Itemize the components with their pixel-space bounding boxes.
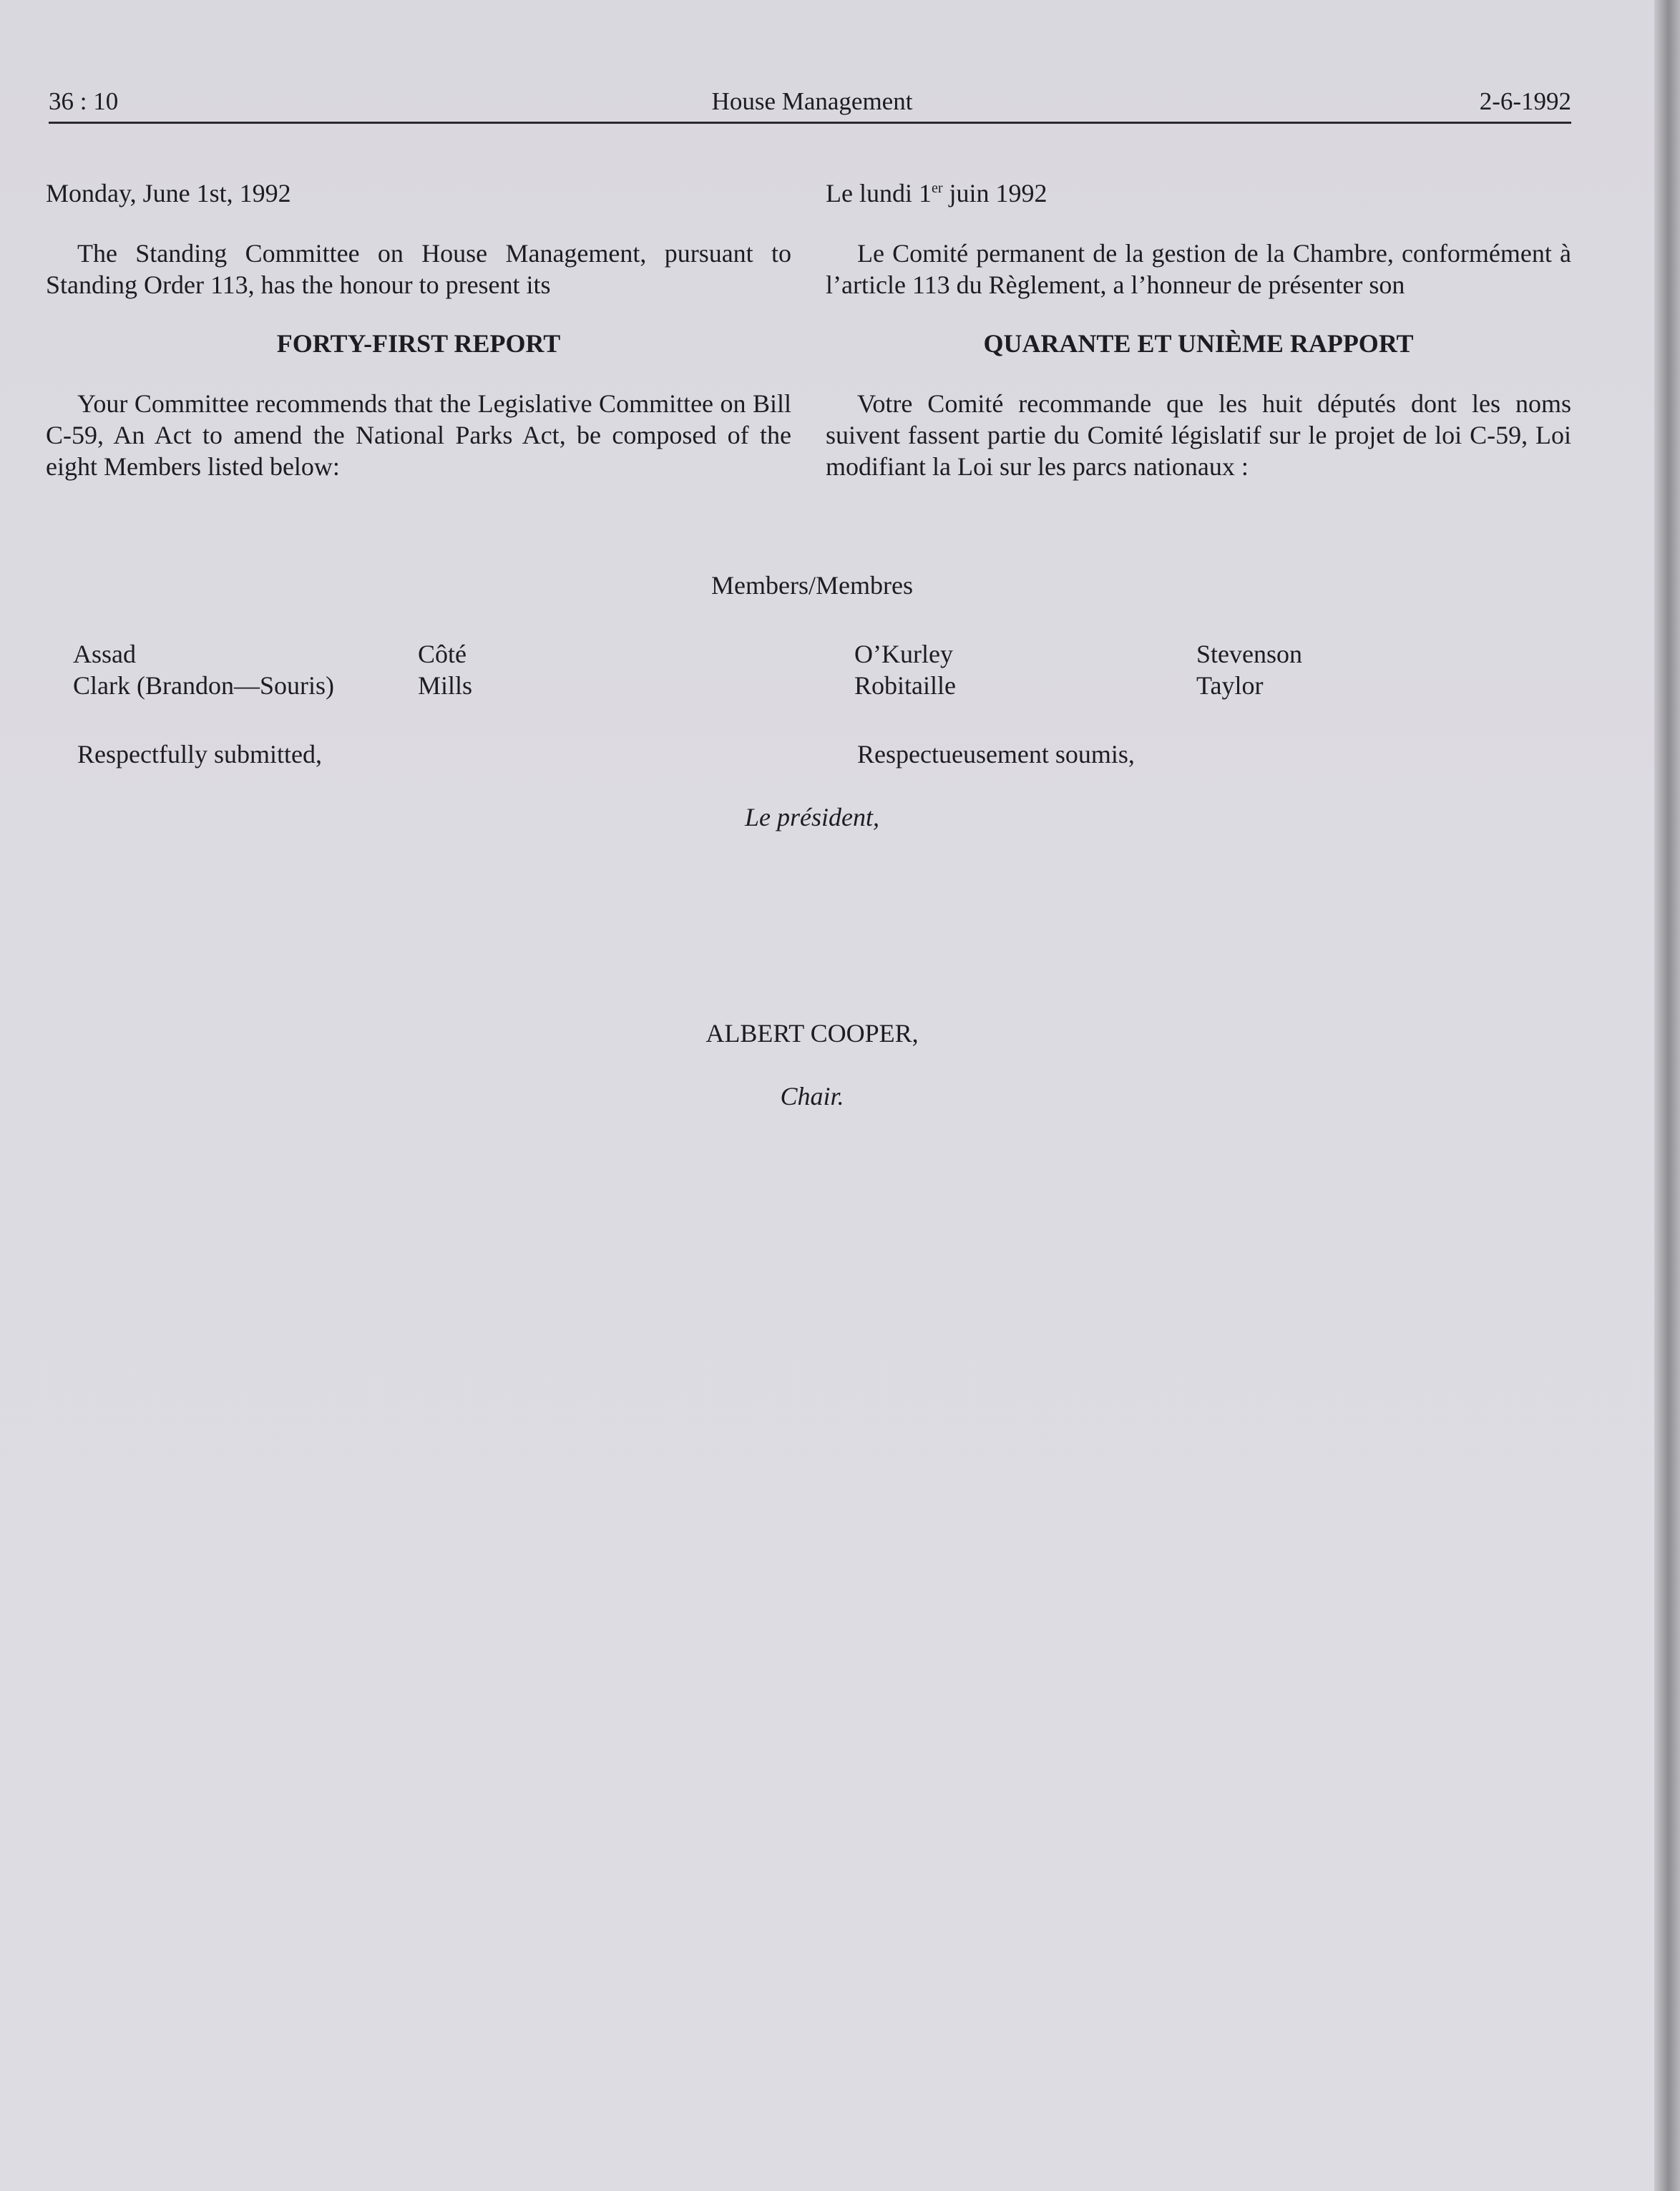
member-name: Robitaille (854, 671, 956, 700)
member-name: O’Kurley (854, 640, 953, 668)
member-name: Stevenson (1196, 640, 1302, 668)
french-column (826, 177, 1571, 482)
french-date-superscript: er (931, 180, 943, 196)
member-name: Assad (73, 640, 136, 668)
english-date: Monday, June 1st, 1992 (46, 179, 291, 208)
english-intro: The Standing Committee on House Management, pursuant to Standing Order 113, has the honour to present its (46, 239, 791, 299)
french-date-prefix: Le lundi 1 (826, 179, 932, 208)
binding-edge (1654, 0, 1680, 2191)
header-date: 2-6-1992 (1479, 87, 1571, 115)
member-name: Côté (418, 640, 467, 668)
english-closing: Respectfully submitted, (77, 740, 322, 768)
french-closing: Respectueusement soumis, (857, 740, 1135, 768)
members-title: Members/Membres (711, 571, 913, 600)
member-name: Taylor (1196, 671, 1264, 700)
member-name: Clark (Brandon—Souris) (73, 671, 334, 700)
page-number: 36 : 10 (49, 87, 119, 115)
english-report-title: FORTY-FIRST REPORT (276, 329, 561, 358)
french-recommendation: Votre Comité recommande que les huit députés dont les noms suivent fassent partie du Comité législatif sur le projet de loi C-59, Loi modifiant la Loi sur les parcs nationaux : (826, 389, 1571, 481)
signature-role-fr: Le président, (745, 803, 879, 831)
running-title: House Management (711, 87, 913, 115)
signature-name: ALBERT COOPER, (705, 1019, 919, 1048)
header-rule (49, 122, 1571, 124)
french-report-title: QUARANTE ET UNIÈME RAPPORT (983, 329, 1414, 358)
french-intro: Le Comité permanent de la gestion de la Chambre, conformément à l’article 113 du Règlement, a l’honneur de présenter son (826, 239, 1571, 299)
french-date-suffix: juin 1992 (942, 179, 1047, 208)
french-date (826, 177, 1571, 209)
english-column (46, 177, 791, 482)
member-name: Mills (418, 671, 473, 700)
signature-role-en: Chair. (780, 1082, 844, 1111)
english-recommendation: Your Committee recommends that the Legislative Committee on Bill C-59, An Act to amend the National Parks Act, be composed of the eight Members listed below: (46, 389, 791, 481)
